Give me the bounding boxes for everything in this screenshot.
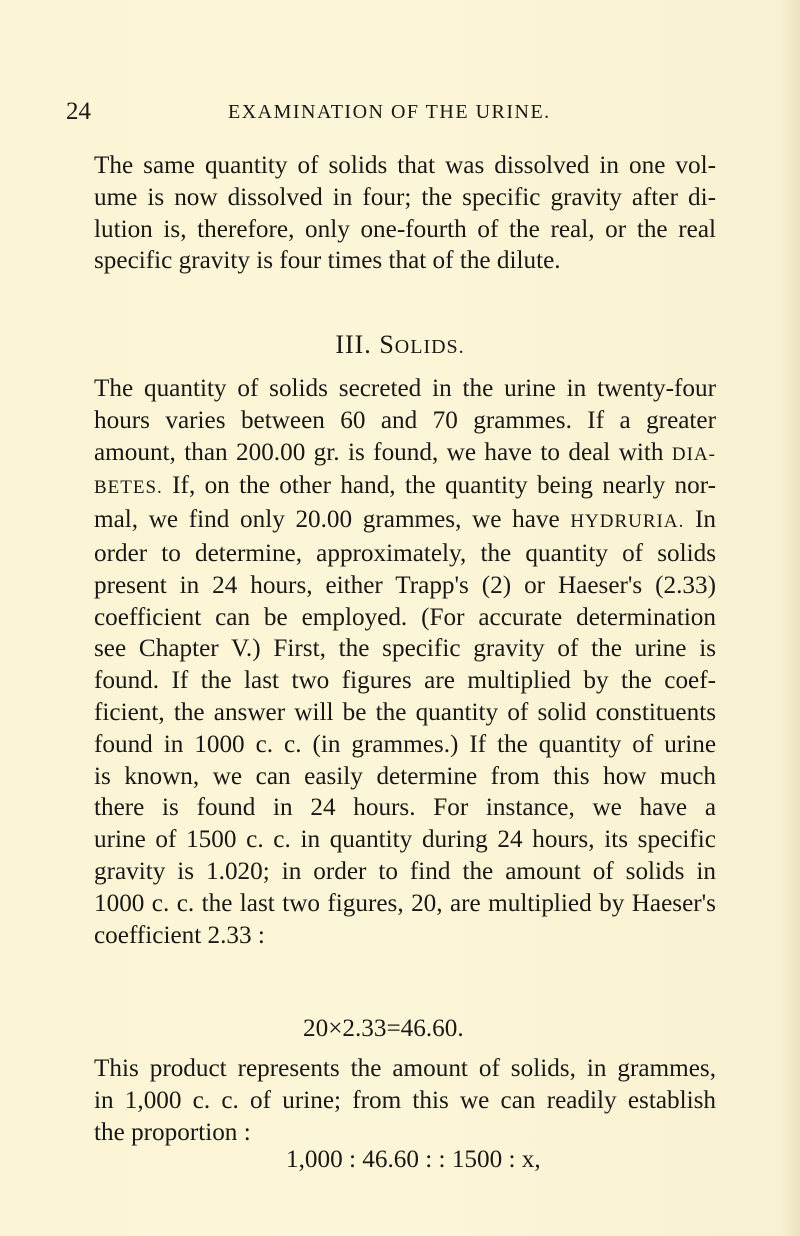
section-title-rest: OLIDS. [394, 336, 465, 358]
text-segment: If, on the other hand, the quantity being nearly nor- [172, 472, 717, 500]
text-line [94, 504, 716, 538]
text-line: ficient, the answer will be the quantity of solid constituents [94, 698, 716, 726]
formula-multiplication: 20×2.33=46.60. [303, 1015, 464, 1042]
page-edge-shadow [782, 0, 800, 1236]
text-line: the proportion : [94, 1118, 251, 1146]
text-line: lution is, therefore, only one-fourth of the real, or the real [94, 215, 716, 243]
text-line: coefficient can be employed. (For accurate determination [94, 603, 716, 631]
text-line: 1000 c. c. the last two figures, 20, are multiplied by Haeser's [94, 889, 716, 917]
text-line: see Chapter V.) First, the specific gravity of the urine is [94, 635, 716, 663]
text-line: in 1,000 c. c. of urine; from this we can readily establish [94, 1086, 716, 1114]
text-line: found. If the last two figures are multiplied by the coef- [94, 667, 716, 695]
text-segment: mal, we find only 20.00 grammes, we have [94, 506, 560, 534]
text-segment: amount, than 200.00 gr. is found, we have to deal with [94, 438, 664, 466]
text-line: coefficient 2.33 : [94, 921, 265, 949]
paragraph-proportion [94, 1053, 716, 1148]
term-diabetes: DIA- [671, 443, 716, 465]
text-line: ume is now dissolved in four; the specific gravity after di- [94, 183, 716, 211]
text-line: there is found in 24 hours. For instance, we have a [94, 794, 716, 822]
paragraph-dilution [94, 150, 716, 277]
term-hydruria: HYDRURIA. [570, 511, 685, 533]
section-numeral: III. [335, 330, 372, 359]
text-line: This product represents the amount of solids, in grammes, [94, 1055, 716, 1082]
text-line: The same quantity of solids that was dissolved in one vol- [94, 152, 716, 179]
text-line: The quantity of solids secreted in the urine in twenty-four [94, 375, 716, 402]
text-line: present in 24 hours, either Trapp's (2) or Haeser's (2.33) [94, 571, 716, 599]
text-line: order to determine, approximately, the quantity of solids [94, 539, 716, 567]
text-line [94, 437, 716, 471]
text-line: is known, we can easily determine from this how much [94, 762, 716, 790]
paragraph-solids [94, 373, 716, 951]
term-diabetes-cont: BETES. [94, 477, 163, 499]
page-number: 24 [66, 98, 91, 125]
running-head: EXAMINATION OF THE URINE. [228, 101, 551, 123]
text-line [94, 470, 716, 504]
text-line: gravity is 1.020; in order to find the amount of solids in [94, 857, 716, 885]
text-line: urine of 1500 c. c. in quantity during 24 hours, its specific [94, 826, 716, 854]
text-line: specific gravity is four times that of the dilute. [94, 247, 561, 275]
text-line: found in 1000 c. c. (in grammes.) If the quantity of urine [94, 730, 716, 758]
section-heading [0, 330, 800, 360]
text-line: hours varies between 60 and 70 grammes. If a greater [94, 406, 716, 434]
formula-proportion: 1,000 : 46.60 : : 1500 : x, [286, 1146, 541, 1173]
text-segment: In [695, 506, 717, 534]
page-header [66, 98, 716, 130]
section-title-cap: S [379, 330, 395, 359]
